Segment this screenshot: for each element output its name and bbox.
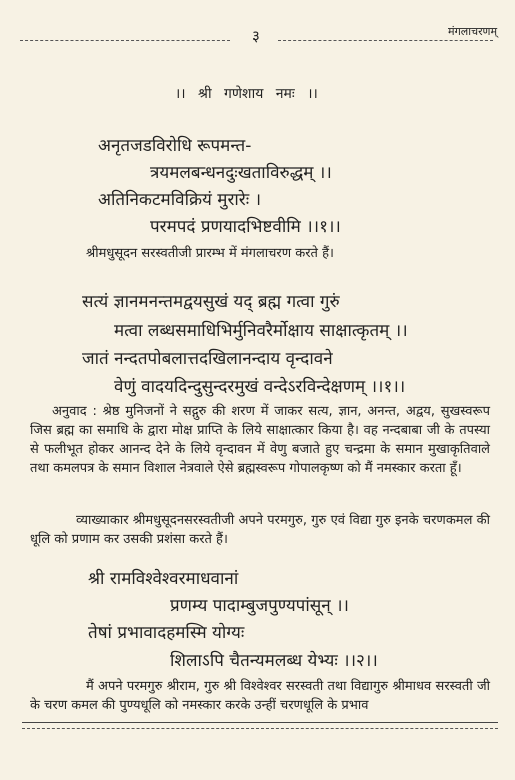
- verse2-line4: वेणुं वादयदिन्दुसुन्दरमुखं वन्देऽरविन्देक्षणम् ।।१।।: [114, 377, 406, 397]
- page-header: [0, 25, 515, 48]
- final-paragraph: मैं अपने परमगुरु श्रीराम, गुरु श्री विश्वेश्वर सरस्वती तथा विद्यागुरु श्रीमाधव सरस्वती जी के चरण कमल की पुण्यधूलि को नमस्कार करके उन्हीं चरणधूलि के प्रभाव: [30, 679, 490, 713]
- footer-rule: [22, 722, 498, 723]
- footer-decorative-rule: [22, 728, 498, 729]
- verse2-line2: मत्वा लब्धसमाधिभिर्मुनिवरैर्मोक्षाय साक्षात्कृतम् ।।: [114, 321, 408, 341]
- verse1-line1: अनृतजडविरोधि रूपमन्त-: [98, 136, 252, 156]
- verse3-line3: तेषां प्रभावादहमस्मि योग्यः: [88, 623, 245, 643]
- verse1-line4: परमपदं प्रणयादभिष्टवीमि ।।१।।: [150, 217, 341, 237]
- verse3-line1: श्री रामविश्वेश्वरमाधवानां: [88, 569, 239, 589]
- anuvad-paragraph: अनुवाद : श्रेष्ठ मुनिजनों ने सद्गुरु की शरण में जाकर सत्य, ज्ञान, अनन्त, अद्वय, सुखस्वरूप जिस ब्रह्म का समाधि के द्वारा मोक्ष प्राप्ति के लिये साक्षात्कार किया है। वह नन्दबाबा जी के तपस्या से फलीभूत होकर आनन्द देने के लिये वृन्दावन में वेणु बजाते हुए चन्द्रमा के समान मुखाकृतिवाले तथा कमलपत्र के समान विशाल नेत्रवाले ऐसे ब्रह्मस्वरूप गोपालकृष्ण को मैं नमस्कार करता हूँ।: [30, 404, 490, 476]
- page-number: ३: [252, 27, 260, 45]
- decorative-rule-left: [20, 40, 230, 47]
- verse1-line3: अतिनिकटमविक्रियं मुरारेः ।: [98, 190, 262, 210]
- decorative-rule-right: [278, 40, 493, 47]
- verse1-line2: त्रयमलबन्धनदुःखताविरुद्धम् ।।: [150, 163, 332, 183]
- vyakhya-paragraph: व्याख्याकार श्रीमधुसूदनसरस्वतीजी अपने परमगुरु, गुरु एवं विद्या गुरु इनके चरणकमल की धूलि को प्रणाम कर उसकी प्रशंसा करते हैं।: [30, 513, 490, 547]
- commentary-intro: श्रीमधुसूदन सरस्वतीजी प्रारम्भ में मंगलाचरण करते हैं।: [86, 246, 334, 261]
- verse3-line2: प्रणम्य पादाम्बुजपुण्यपांसून् ।।: [170, 596, 349, 616]
- verse3-line4: शिलाऽपि चैतन्यमलब्ध येभ्यः ।।२।।: [170, 651, 378, 671]
- running-title: मंगलाचरणम्: [448, 25, 498, 38]
- invocation: ।। श्री गणेशाय नमः ।।: [175, 86, 318, 102]
- verse2-line1: सत्यं ज्ञानमनन्तमद्वयसुखं यद् ब्रह्म गत्वा गुरुं: [82, 292, 340, 312]
- verse2-line3: जातं नन्दतपोबलात्तदखिलानन्दाय वृन्दावने: [82, 349, 333, 369]
